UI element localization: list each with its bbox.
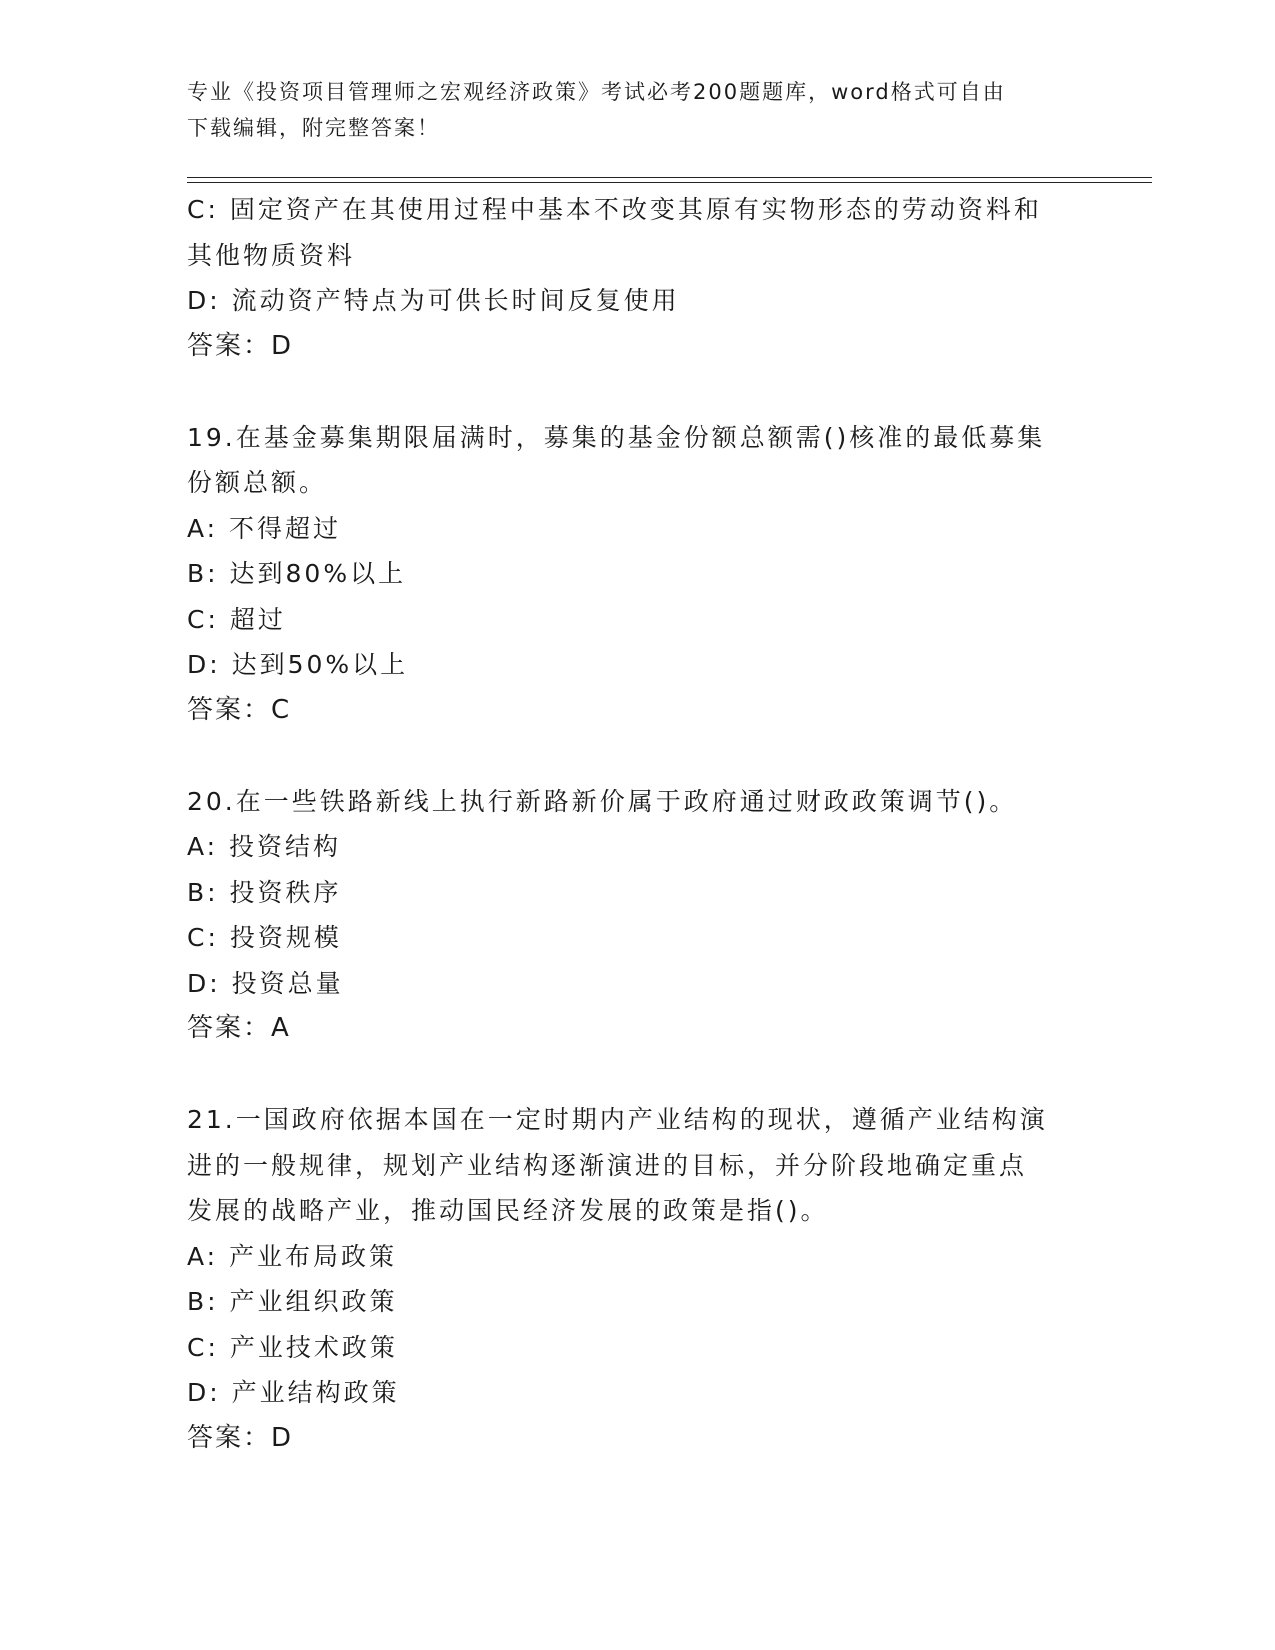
page-header [187,74,1087,146]
option-a: A: 不得超过 [187,513,342,543]
question-stem-line-3: 发展的战略产业，推动国民经济发展的政策是指()。 [187,1196,829,1225]
document-body [187,187,1087,1461]
question-19 [187,415,1087,734]
question-20 [187,779,1087,1052]
question-stem-line-1: 19.在基金募集期限届满时，募集的基金份额总额需()核准的最低募集 [187,422,1046,452]
option-d: D: 流动资产特点为可供长时间反复使用 [187,286,680,315]
question-stem-line-2: 进的一般规律，规划产业结构逐渐演进的目标，并分阶段地确定重点 [187,1150,1028,1180]
question-21 [187,1097,1087,1461]
option-a: A: 投资结构 [187,832,342,861]
header-divider-top [187,177,1152,178]
option-d: D: 产业结构政策 [187,1378,400,1407]
option-c-line-2: 其他物质资料 [187,240,356,270]
option-c: C: 投资规模 [187,923,342,952]
answer: 答案：D [187,330,294,361]
spacer [187,369,1087,415]
question-stem-line-1: 20.在一些铁路新线上执行新路新价属于政府通过财政政策调节()。 [187,786,1018,816]
question-stem-line-2: 份额总额。 [187,468,328,497]
option-b: B: 产业组织政策 [187,1287,398,1316]
option-d: D: 投资总量 [187,968,344,998]
header-line-1: 专业《投资项目管理师之宏观经济政策》考试必考200题题库，word格式可自由 [187,80,1006,104]
option-b: B: 投资秩序 [187,877,342,907]
option-c-line-1: C: 固定资产在其使用过程中基本不改变其原有实物形态的劳动资料和 [187,195,1042,224]
question-18-tail [187,187,1087,369]
question-stem-line-1: 21.一国政府依据本国在一定时期内产业结构的现状，遵循产业结构演 [187,1105,1048,1134]
option-a: A: 产业布局政策 [187,1241,398,1271]
option-b: B: 达到80%以上 [187,559,407,588]
option-d: D: 达到50%以上 [187,650,409,679]
spacer [187,1052,1087,1098]
option-c: C: 产业技术政策 [187,1332,398,1362]
header-line-2: 下载编辑，附完整答案！ [187,116,440,140]
answer: 答案：D [187,1422,294,1453]
answer: 答案：A [187,1013,291,1043]
option-c: C: 超过 [187,604,286,634]
spacer [187,733,1087,779]
header-divider-bottom [187,182,1152,183]
answer: 答案：C [187,694,292,725]
